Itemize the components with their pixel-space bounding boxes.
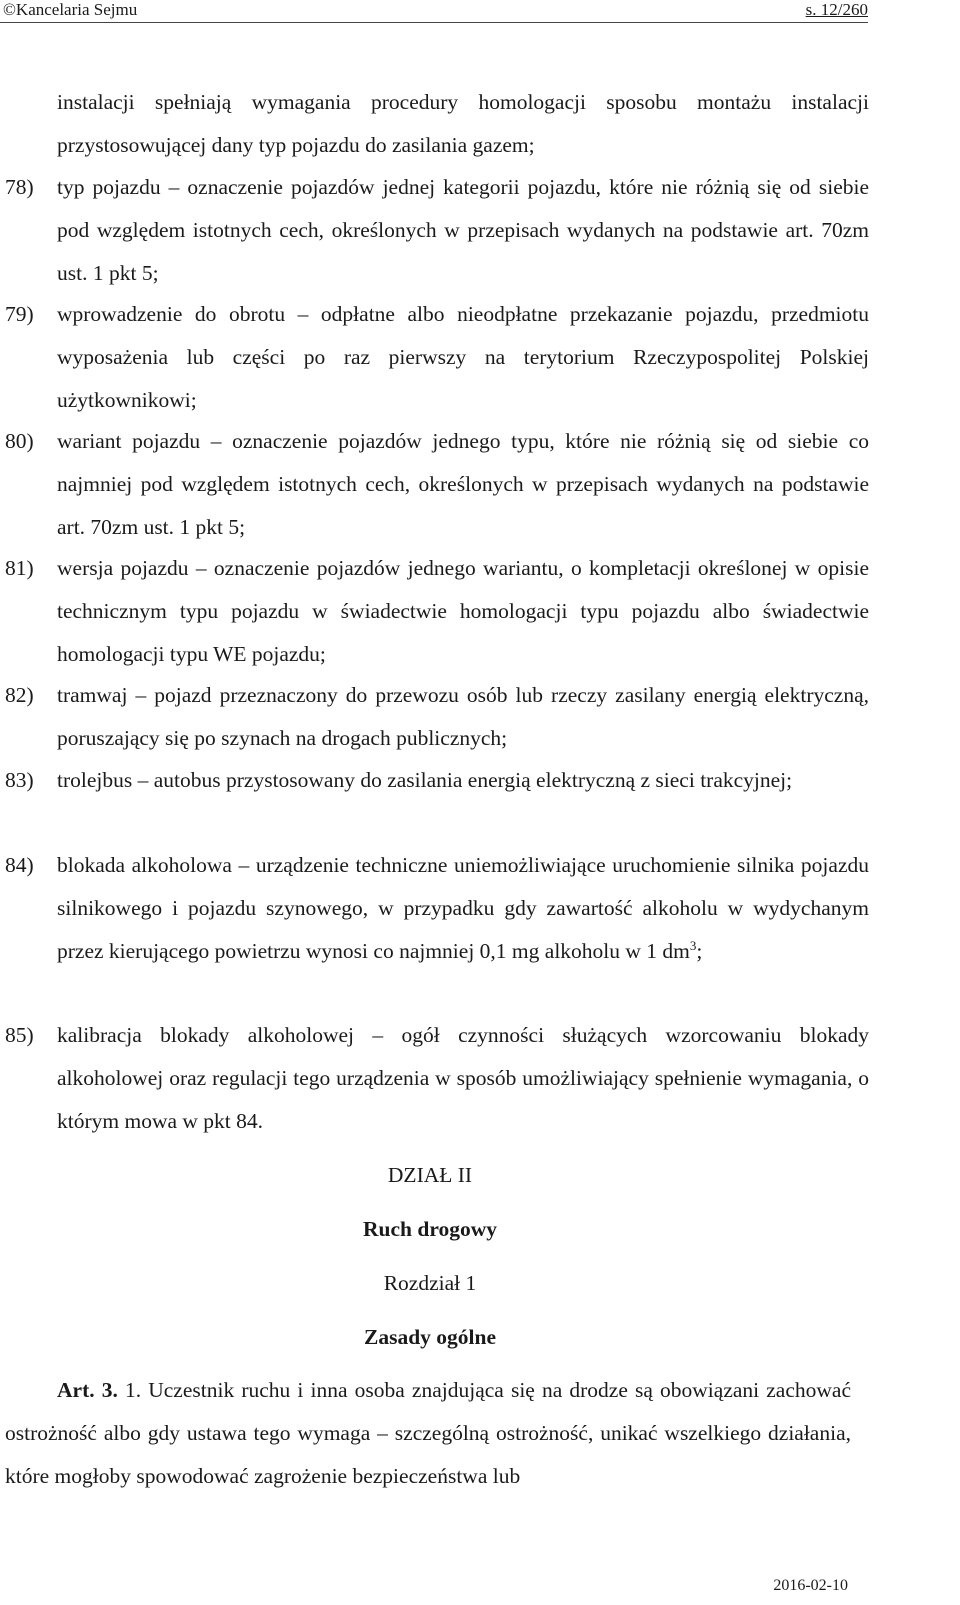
article-text: 1. Uczestnik ruchu i inna osoba znajdująca się na drodze są obowiązani zachować ostrożność albo gdy ustawa tego wymaga – szczególną ostrożność, unikać wszelkiego działania, które mogłoby spowodować zagrożenie bezpieczeństwa lub xyxy=(5,1378,851,1488)
item-text: wersja pojazdu – oznaczenie pojazdów jednego wariantu, o kompletacji określonej w opisie technicznym typu pojazdu w świadectwie homologacji typu pojazdu albo świadectwie homologacji typu WE pojazdu; xyxy=(57,556,869,666)
chapter-title: Zasady ogólne xyxy=(363,1325,496,1349)
item-number: 79) xyxy=(5,302,34,326)
item-text xyxy=(57,844,869,973)
list-item-83 xyxy=(5,759,869,802)
item-text-main: blokada alkoholowa – urządzenie techniczne uniemożliwiające uruchomienie silnika pojazdu silnikowego i pojazdu szynowego, w przypadku gdy zawartość alkoholu w wydychanym przez kierującego powietrzu wynosi co najmniej 0,1 mg alkoholu w 1 dm xyxy=(57,853,869,963)
item-text: typ pojazdu – oznaczenie pojazdów jednej kategorii pojazdu, które nie różnią się od siebie pod względem istotnych cech, określonych w przepisach wydanych na podstawie art. 70zm ust. 1 pkt 5; xyxy=(57,175,869,285)
list-item-80 xyxy=(5,420,869,549)
page-header xyxy=(0,0,868,23)
item-text: kalibracja blokady alkoholowej – ogół czynności służących wzorcowaniu blokady alkoholowej oraz regulacji tego urządzenia w sposób umożliwiający spełnienie wymagania, o którym mowa w pkt 84. xyxy=(57,1023,869,1133)
item-text: tramwaj – pojazd przeznaczony do przewozu osób lub rzeczy zasilany energią elektryczną, poruszający się po szynach na drogach publicznych; xyxy=(57,683,869,750)
list-item-78 xyxy=(5,166,869,295)
chapter-heading: Rozdział 1 xyxy=(383,1271,477,1295)
division-heading: DZIAŁ II xyxy=(387,1163,473,1187)
copyright-label: ©Kancelaria Sejmu xyxy=(3,0,138,19)
item-text: wariant pojazdu – oznaczenie pojazdów jednego typu, które nie różnią się od siebie co najmniej pod względem istotnych cech, określonych w przepisach wydanych na podstawie art. 70zm ust. 1 pkt 5; xyxy=(57,429,869,539)
list-item-84 xyxy=(5,844,869,973)
division-title: Ruch drogowy xyxy=(363,1217,497,1241)
article-label: Art. 3. xyxy=(57,1378,118,1402)
item-number: 85) xyxy=(5,1023,34,1047)
list-item-82 xyxy=(5,674,869,760)
item-number: 83) xyxy=(5,768,34,792)
list-item-85 xyxy=(5,1014,869,1143)
item-text-end: ; xyxy=(696,939,703,963)
item-number: 81) xyxy=(5,556,34,580)
list-item-81 xyxy=(5,547,869,676)
continuation-paragraph: instalacji spełniają wymagania procedury homologacji sposobu montażu instalacji przystosowującej dany typ pojazdu do zasilania gazem; xyxy=(57,90,869,157)
footer-date: 2016-02-10 xyxy=(773,1577,848,1594)
item-text: wprowadzenie do obrotu – odpłatne albo nieodpłatne przekazanie pojazdu, przedmiotu wyposażenia lub części po raz pierwszy na terytorium Rzeczypospolitej Polskiej użytkownikowi; xyxy=(57,302,869,412)
article-paragraph xyxy=(5,1369,851,1498)
superscript-exponent: 3 xyxy=(689,937,697,953)
item-number: 84) xyxy=(5,853,34,877)
item-number: 80) xyxy=(5,429,34,453)
item-number: 82) xyxy=(5,683,34,707)
item-text: trolejbus – autobus przystosowany do zasilania energią elektryczną z sieci trakcyjnej; xyxy=(57,768,793,792)
page-number: s. 12/260 xyxy=(805,0,868,19)
item-number: 78) xyxy=(5,175,34,199)
list-item-79 xyxy=(5,293,869,422)
